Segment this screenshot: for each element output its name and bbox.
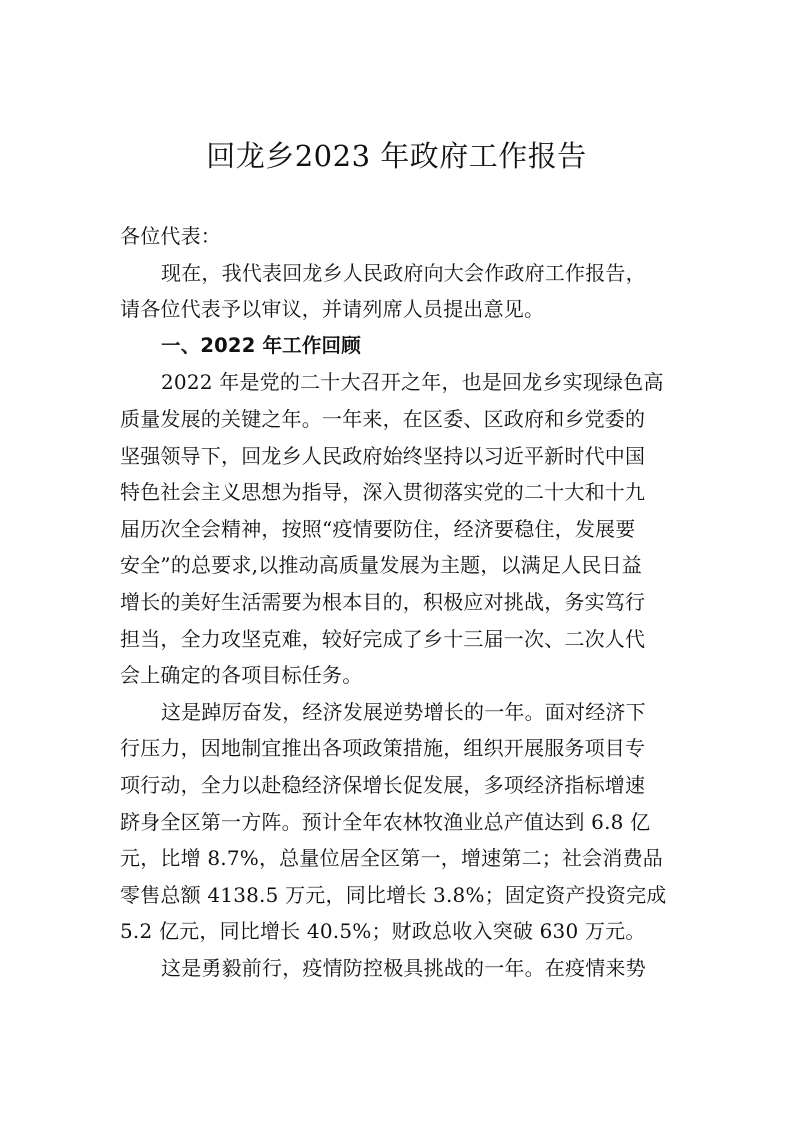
paragraph-line: 这是踔厉奋发，经济发展逆势增长的一年。面对经济下 (161, 699, 646, 724)
paragraph-line: 质量发展的关键之年。一年来，在区委、区政府和乡党委的 (120, 406, 646, 431)
paragraph-line: 安全”的总要求,以推动高质量发展为主题，以满足人民日益 (120, 553, 642, 578)
paragraph-line: 行压力，因地制宜推出各项政策措施，组织开展服务项目专 (120, 736, 646, 761)
paragraph-line: 这是勇毅前行，疫情防控极具挑战的一年。在疫情来势 (161, 955, 646, 980)
document-title: 回龙乡2023 年政府工作报告 (206, 139, 587, 173)
paragraph-line: 会上确定的各项目标任务。 (120, 663, 363, 688)
salutation: 各位代表： (120, 224, 221, 248)
paragraph-line: 2022 年是党的二十大召开之年，也是回龙乡实现绿色高 (161, 370, 664, 395)
paragraph-line: 特色社会主义思想为指导，深入贯彻落实党的二十大和十九 (120, 480, 646, 505)
intro-line: 请各位代表予以审议，并请列席人员提出意见。 (120, 297, 545, 322)
intro-line: 现在，我代表回龙乡人民政府向大会作政府工作报告， (161, 260, 646, 285)
section-heading: 一、2022 年工作回顾 (161, 333, 361, 357)
paragraph-line: 项行动，全力以赴稳经济保增长促发展，多项经济指标增速 (120, 772, 646, 797)
paragraph-line: 零售总额 4138.5 万元，同比增长 3.8%；固定资产投资完成 (120, 882, 667, 907)
paragraph-line: 5.2 亿元，同比增长 40.5%；财政总收入突破 630 万元。 (120, 919, 646, 944)
paragraph-line: 跻身全区第一方阵。预计全年农林牧渔业总产值达到 6.8 亿 (120, 809, 651, 834)
paragraph-line: 届历次全会精神，按照“疫情要防住，经济要稳住，发展要 (120, 516, 636, 541)
paragraph-line: 元，比增 8.7%，总量位居全区第一，增速第二；社会消费品 (120, 846, 663, 871)
document-body (120, 218, 676, 986)
paragraph-line: 坚强领导下，回龙乡人民政府始终坚持以习近平新时代中国 (120, 443, 646, 468)
paragraph-line: 担当，全力攻坚克难，较好完成了乡十三届一次、二次人代 (120, 626, 646, 651)
paragraph-line: 增长的美好生活需要为根本目的，积极应对挑战，务实笃行 (120, 589, 646, 614)
